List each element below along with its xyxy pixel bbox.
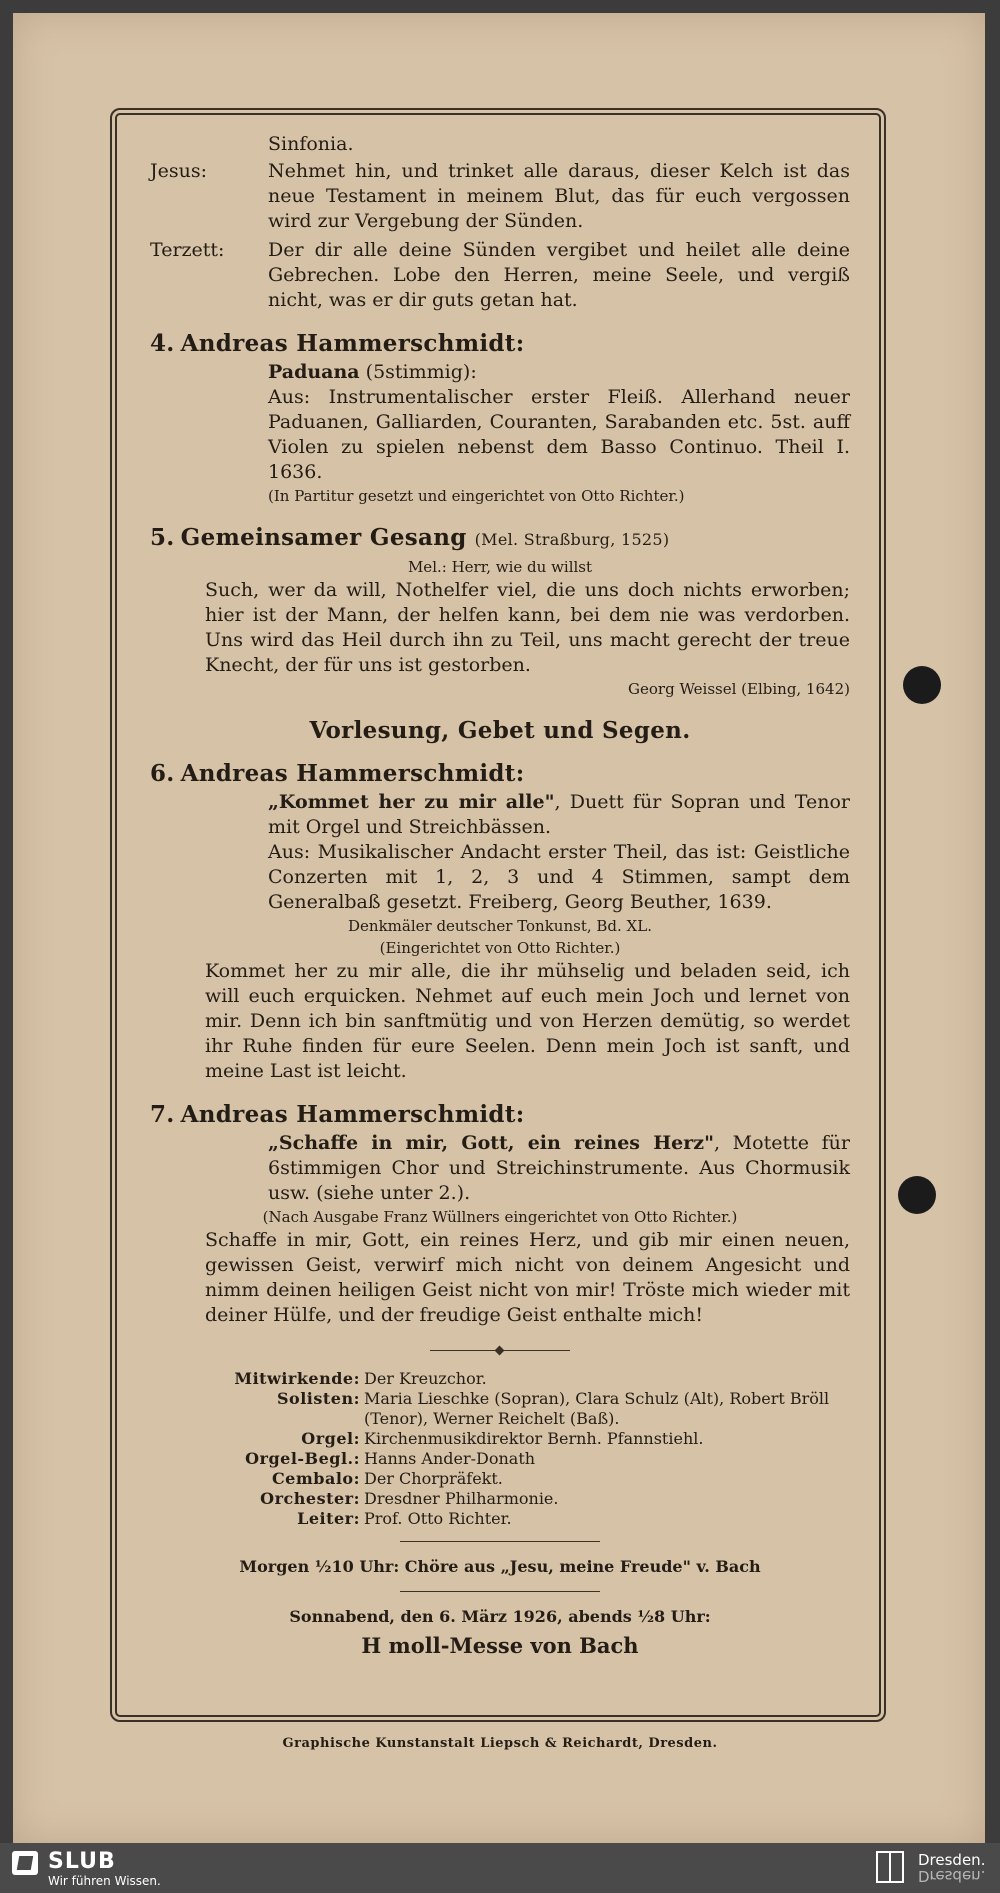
item6-work-desc: , Duett für Sopran und Tenor mit Orgel und Streichbässen.: [268, 791, 850, 838]
sinfonia-title: Sinfonia.: [268, 133, 354, 155]
messe-title: H moll-Messe von Bach: [361, 1633, 639, 1658]
item5-text: Such, wer da will, Nothelfer viel, die uns doch nichts erworben; hier ist der Mann, der helfen kann, bei dem nie was verdorben. Uns wird das Heil durch ihn zu Teil, uns macht gerecht der treue Knecht, der für uns ist gestorben.: [205, 579, 850, 676]
performer-label: Solisten:: [277, 1389, 360, 1408]
item4-work: Paduana: [268, 361, 360, 383]
item4-composer: Andreas Hammerschmidt:: [180, 330, 525, 357]
item5-number: 5.: [150, 524, 175, 551]
terzett-text: Der dir alle deine Sünden vergibet und heilet alle deine Gebrechen. Lobe den Herren, meine Seele, und vergiß nicht, was er dir guts getan hat.: [268, 239, 850, 311]
divider-rule: [400, 1591, 600, 1592]
item5-author: Georg Weissel (Elbing, 1642): [628, 680, 850, 698]
sonnabend-announcement: Sonnabend, den 6. März 1926, abends ½8 Uhr:: [289, 1607, 711, 1626]
item7-work-desc: , Motette für 6stimmigen Chor und Streichinstrumente. Aus Chormusik usw. (siehe unter 2.).: [268, 1132, 850, 1204]
vorlesung: Vorlesung, Gebet und Segen.: [309, 717, 691, 744]
dresden-label-reflection: Dresden.: [918, 1867, 986, 1885]
punch-hole: [898, 1176, 936, 1214]
performer-row: [200, 1389, 850, 1429]
item6-text: Kommet her zu mir alle, die ihr mühselig und beladen seid, ich will euch erquicken. Nehmet auf euch mein Joch und lernet von mir. Denn ich bin sanftmütig und von Herzen demütig, so werdet ihr Ruhe finden für eure Seelen. Denn mein Joch ist sanft, und meine Last ist leicht.: [205, 960, 850, 1082]
item4-body: [150, 360, 850, 507]
item7-heading: [150, 1102, 850, 1127]
jesus-role: Jesus:: [150, 160, 207, 182]
item5-heading: [150, 525, 850, 552]
performer-row: [200, 1429, 850, 1449]
slub-tagline: Wir führen Wissen.: [48, 1874, 161, 1888]
performer-row: [200, 1369, 850, 1389]
item7-body: [150, 1131, 850, 1206]
item6-denkmaeler: Denkmäler deutscher Tonkunst, Bd. XL.: [348, 917, 652, 935]
item7-composer: Andreas Hammerschmidt:: [180, 1101, 525, 1128]
jesus-text: Nehmet hin, und trinket alle daraus, dieser Kelch ist das neue Testament in meinem Blut, das für euch vergossen wird zur Vergebung der Sünden.: [268, 160, 850, 232]
item6-body: [150, 790, 850, 915]
footer-bar: [0, 1843, 1000, 1893]
performer-value: Der Chorpräfekt.: [364, 1469, 503, 1488]
item6-work: „Kommet her zu mir alle": [268, 791, 555, 813]
performer-row: [200, 1449, 850, 1469]
item5-title: Gemeinsamer Gesang: [180, 524, 467, 551]
performer-row: [200, 1509, 850, 1529]
item4-heading: [150, 331, 850, 356]
morgen-announcement: Morgen ½10 Uhr: Chöre aus „Jesu, meine Freude" v. Bach: [239, 1557, 761, 1576]
item7-work: „Schaffe in mir, Gott, ein reines Herz": [268, 1132, 714, 1154]
performer-value: Prof. Otto Richter.: [364, 1509, 512, 1528]
performer-row: [200, 1469, 850, 1489]
item6-heading: [150, 761, 850, 786]
performer-value: Kirchenmusikdirektor Bernh. Pfannstiehl.: [364, 1429, 704, 1448]
divider-rule: [400, 1541, 600, 1542]
punch-hole: [903, 666, 941, 704]
item6-composer: Andreas Hammerschmidt:: [180, 760, 525, 787]
slub-brand[interactable]: SLUB: [48, 1849, 116, 1874]
item6-arranged: (Eingerichtet von Otto Richter.): [379, 939, 621, 957]
performer-value: Hanns Ander-Donath: [364, 1449, 536, 1468]
item6-source: Aus: Musikalischer Andacht erster Theil, das ist: Geistliche Conzerten mit 1, 2, 3 und 4 Stimmen, sampt dem Generalbaß gesetzt. Freiberg, Georg Beuther, 1639.: [268, 841, 850, 913]
performer-value: Maria Lieschke (Sopran), Clara Schulz (Alt), Robert Bröll (Tenor), Werner Reichelt (Baß).: [364, 1389, 830, 1428]
performer-row: [200, 1489, 850, 1509]
item7-text: Schaffe in mir, Gott, ein reines Herz, und gib mir einen neuen, gewissen Geist, verwirf mich nicht von deinem Angesicht und nimm deinen heiligen Geist nicht von mir! Tröste mich wieder mit deiner Hülfe, und der freudige Geist enthalte mich!: [205, 1229, 850, 1326]
slub-logo-icon[interactable]: [12, 1851, 38, 1875]
jesus-verse: [150, 159, 850, 234]
dresden-crest-icon[interactable]: [876, 1851, 904, 1883]
item7-arranged: (Nach Ausgabe Franz Wüllners eingerichtet von Otto Richter.): [262, 1208, 738, 1226]
item4-source: Aus: Instrumentalischer erster Fleiß. Allerhand neuer Paduanen, Galliarden, Couranten, Sarabanden etc. 5st. auff Violen zu spielen nebenst dem Basso Continuo. Theil I. 1636.: [268, 386, 850, 483]
performer-value: Dresdner Philharmonie.: [364, 1489, 559, 1508]
item4-number: 4.: [150, 330, 175, 357]
performer-label: Orgel-Begl.:: [245, 1449, 360, 1468]
program-content: [150, 132, 850, 1658]
item5-mel-note: (Mel. Straßburg, 1525): [474, 530, 670, 549]
performer-label: Orgel:: [301, 1429, 360, 1448]
performer-label: Cembalo:: [271, 1469, 360, 1488]
item4-work-note: (5stimmig):: [365, 361, 477, 383]
dresden-label[interactable]: Dresden.: [918, 1851, 986, 1869]
item5-mel: Mel.: Herr, wie du willst: [407, 558, 593, 576]
printer-credit: Graphische Kunstanstalt Liepsch & Reichardt, Dresden.: [282, 1736, 718, 1751]
performers-list: [200, 1369, 850, 1529]
item4-arranged: (In Partitur gesetzt und eingerichtet von Otto Richter.): [268, 487, 685, 505]
terzett-verse: [150, 238, 850, 313]
ornament-divider: [430, 1350, 570, 1351]
performer-label: Orchester:: [260, 1489, 360, 1508]
terzett-role: Terzett:: [150, 239, 225, 261]
performer-label: Mitwirkende:: [234, 1369, 360, 1388]
performer-value: Der Kreuzchor.: [364, 1369, 487, 1388]
item7-number: 7.: [150, 1101, 175, 1128]
item6-number: 6.: [150, 760, 175, 787]
performer-label: Leiter:: [297, 1509, 360, 1528]
